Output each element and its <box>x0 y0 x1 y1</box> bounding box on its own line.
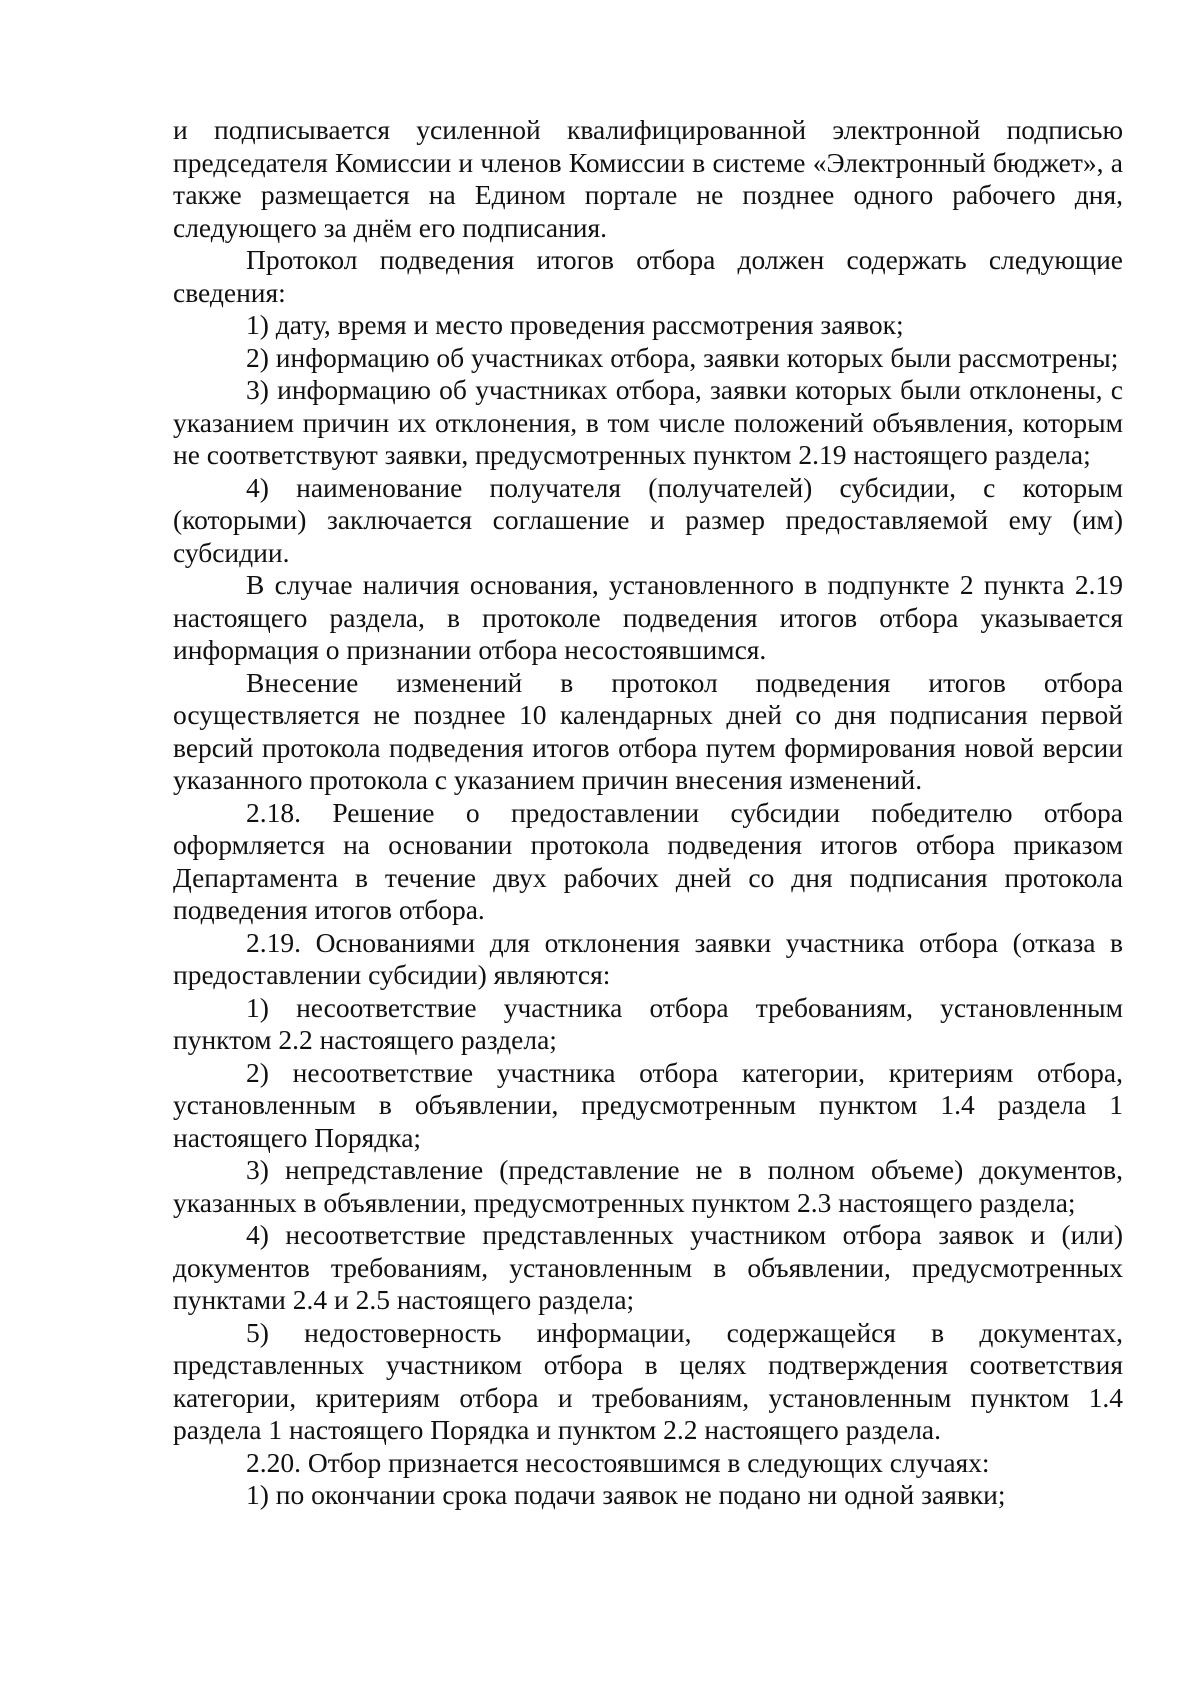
paragraph-protocol-contents: Протокол подведения итогов отбора должен содержать следующие сведения: <box>173 244 1123 308</box>
list-item-rejection-reason-3: 3) непредставление (представление не в полном объеме) документов, указанных в объявлении, предусмотренных пунктом 2.3 настоящего раздела; <box>173 1154 1123 1218</box>
list-item-subsidy-recipients: 4) наименование получателя (получателей) субсидии, с которым (которыми) заключается соглашение и размер предоставляемой ему (им) субсидии. <box>173 471 1123 568</box>
clause-2-18: 2.18. Решение о предоставлении субсидии победителю отбора оформляется на основании протокола подведения итогов отбора приказом Департамента в течение двух рабочих дней со дня подписания протокола подведения итогов отбора. <box>173 796 1123 925</box>
list-item-rejection-reason-1: 1) несоответствие участника отбора требованиям, установленным пунктом 2.2 настоящего раздела; <box>173 991 1123 1055</box>
paragraph-protocol-signing: и подписывается усиленной квалифицированной электронной подписью председателя Комиссии и членов Комиссии в системе «Электронный бюджет», а также размещается на Едином портале не позднее одного рабочего дня, следующего за днём его подписания. <box>173 114 1123 243</box>
paragraph-failed-selection-info: В случае наличия основания, установленного в подпункте 2 пункта 2.19 настоящего раздела, в протоколе подведения итогов отбора указывается информация о признании отбора несостоявшимся. <box>173 569 1123 665</box>
list-item-failed-case-1: 1) по окончании срока подачи заявок не подано ни одной заявки; <box>246 1479 1006 1510</box>
clause-2-19: 2.19. Основаниями для отклонения заявки участника отбора (отказа в предоставлении субсидии) являются: <box>173 926 1123 990</box>
list-item-rejection-reason-2: 2) несоответствие участника отбора категории, критериям отбора, установленным в объявлении, предусмотренным пунктом 1.4 раздела 1 настоящего Порядка; <box>173 1056 1123 1153</box>
paragraph-protocol-amendments: Внесение изменений в протокол подведения итогов отбора осуществляется не позднее 10 календарных дней со дня подписания первой версий протокола подведения итогов отбора путем формирования новой версии указанного протокола с указанием причин внесения изменений. <box>173 666 1123 795</box>
list-item-date-time-place: 1) дату, время и место проведения рассмотрения заявок; <box>246 309 904 340</box>
list-item-rejection-reason-5: 5) недостоверность информации, содержащейся в документах, представленных участником отбора в целях подтверждения соответствия категории, критериям отбора и требованиям, установленным пунктом 1.4 раздела 1 настоящего Порядка и пунктом 2.2 настоящего раздела. <box>173 1316 1123 1445</box>
clause-2-20: 2.20. Отбор признается несостоявшимся в следующих случаях: <box>246 1446 990 1478</box>
document-page <box>173 114 1123 1512</box>
list-item-rejected-participants: 3) информацию об участниках отбора, заявки которых были отклонены, с указанием причин их отклонения, в том числе положений объявления, которым не соответствуют заявки, предусмотренных пунктом 2.19 настоящего раздела; <box>173 374 1123 470</box>
list-item-reviewed-participants: 2) информацию об участниках отбора, заявки которых были рассмотрены; <box>246 341 1119 373</box>
list-item-rejection-reason-4: 4) несоответствие представленных участником отбора заявок и (или) документов требованиям, установленным в объявлении, предусмотренных пунктами 2.4 и 2.5 настоящего раздела; <box>173 1219 1123 1315</box>
